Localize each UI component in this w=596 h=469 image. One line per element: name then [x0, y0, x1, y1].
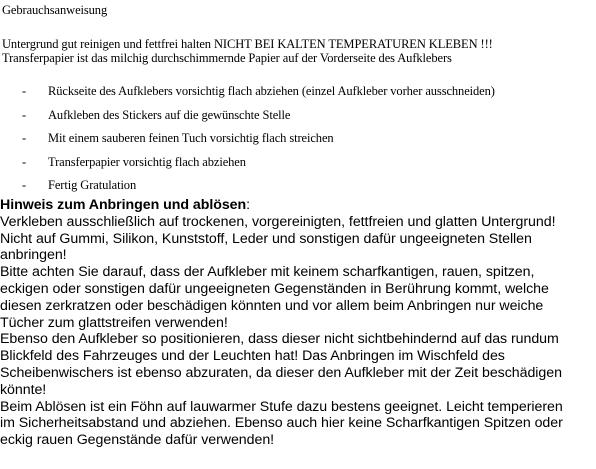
bullet-dash: -	[22, 154, 27, 169]
step-text: Rückseite des Aufklebers vorsichtig flach abziehen (einzel Aufkleber vorher ausschneiden)	[48, 84, 495, 98]
step-text: Transferpapier vorsichtig flach abziehen	[48, 154, 246, 169]
bullet-dash: -	[22, 84, 27, 98]
hint-line: anbringen!	[0, 247, 67, 264]
hint-line: könnte!	[0, 381, 47, 398]
hints-heading-colon: :	[246, 197, 251, 213]
document-title: Gebrauchsanweisung	[2, 3, 108, 17]
intro-line-cleaning: Untergrund gut reinigen und fettfrei halten NICHT BEI KALTEN TEMPERATUREN KLEBEN !!!	[2, 37, 493, 51]
list-item	[0, 178, 596, 192]
list-item	[0, 131, 596, 145]
hint-line: diesen zerkratzen oder beschädigen könnten und vor allem beim Anbringen nur weiche	[0, 297, 544, 314]
list-item	[0, 108, 596, 122]
steps-list	[0, 84, 596, 202]
hint-line: Nicht auf Gummi, Silikon, Kunststoff, Leder und sonstigen dafür ungeeigneten Stellen	[0, 230, 532, 247]
list-item	[0, 155, 596, 169]
hint-line: eckig rauen Gegenstände dafür verwenden!	[0, 432, 275, 449]
step-text: Fertig Gratulation	[48, 178, 137, 193]
step-text: Aufkleben des Stickers auf die gewünschte Stelle	[48, 107, 291, 122]
bullet-dash: -	[22, 178, 27, 193]
bullet-dash: -	[22, 107, 27, 122]
hint-line: Beim Ablösen ist ein Föhn auf lauwarmer Stufe dazu bestens geeignet. Leicht temperieren	[0, 398, 563, 415]
hints-heading-text: Hinweis zum Anbringen und ablösen	[0, 197, 247, 213]
bullet-dash: -	[22, 131, 27, 146]
step-text: Mit einem sauberen feinen Tuch vorsichtig flach streichen	[48, 131, 334, 146]
intro-block	[2, 37, 592, 65]
hint-line: eckigen oder sonstigen dafür ungeeigneten Gegenständen in Berührung kommt, welche	[0, 280, 549, 297]
hint-line: Bitte achten Sie darauf, dass der Aufkleber mit keinem scharfkantigen, rauen, spitzen,	[0, 264, 535, 281]
hint-line: im Sicherheitsabstand und abziehen. Ebenso auch hier keine Scharfkantigen Spitzen oder	[0, 415, 563, 432]
intro-line-transfer-paper: Transferpapier ist das milchig durchschimmernde Papier auf der Vorderseite des Aufklebers	[2, 51, 452, 65]
hint-line: Scheibenwischers ist ebenso abzuraten, da dieser den Aufkleber mit der Zeit beschädigen	[0, 364, 562, 381]
hint-line: Ebenso den Aufkleber so positionieren, dass dieser nicht sichtbehindernd auf das rundum	[0, 331, 559, 348]
hint-line: Tücher zum glattstreifen verwenden!	[0, 314, 228, 331]
list-item	[0, 84, 596, 98]
hints-section	[0, 197, 594, 449]
hint-line: Blickfeld des Fahrzeuges und der Leuchten hat! Das Anbringen im Wischfeld des	[0, 348, 505, 365]
hints-heading	[0, 197, 594, 214]
hint-line: Verkleben ausschließlich auf trockenen, vorgereinigten, fettfreien und glatten Untergrund!	[0, 213, 556, 230]
